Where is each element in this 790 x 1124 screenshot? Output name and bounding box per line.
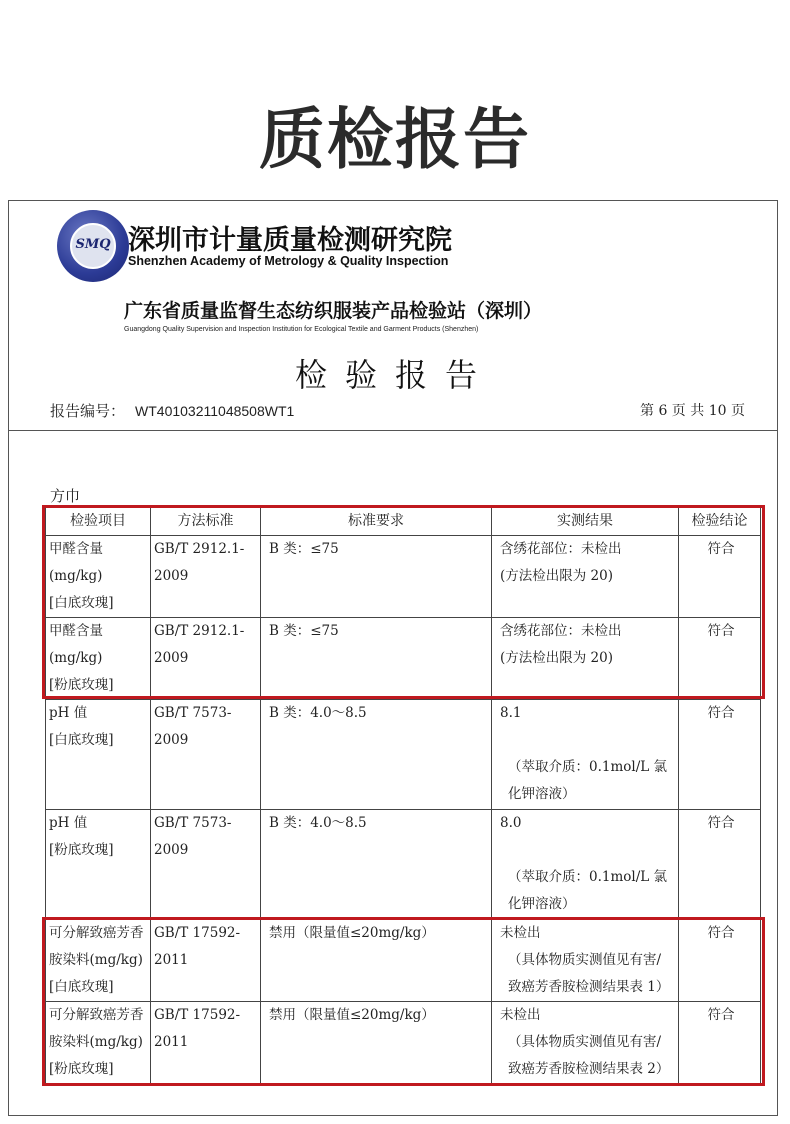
result-text: (方法检出限为 20) (500, 568, 614, 584)
result-note-text: （具体物质实测值见有害/ (508, 952, 662, 968)
cell-item (46, 1002, 151, 1084)
result-text: 未检出 (500, 1007, 541, 1023)
requirement-text: B 类：≤75 (269, 541, 339, 557)
cell-item (46, 700, 151, 810)
method-text: 2009 (154, 650, 189, 666)
result-note-text: 致癌芳香胺检测结果表 2） (508, 1061, 670, 1077)
cell-verdict (679, 700, 761, 810)
method-text: 2009 (154, 568, 189, 584)
item-text: [白底玫瑰] (49, 595, 114, 611)
report-number-label: 报告编号： (50, 402, 126, 420)
cell-requirement (261, 810, 492, 920)
header-verdict: 检验结论 (679, 508, 761, 536)
result-note-text: （萃取介质：0.1mol/L 氯 (508, 759, 668, 775)
cell-method (151, 1002, 261, 1084)
method-text: 2011 (154, 1034, 189, 1050)
item-text: [白底玫瑰] (49, 979, 114, 995)
method-text: GB/T 17592- (154, 1007, 241, 1023)
table-row (46, 700, 761, 810)
cell-verdict (679, 920, 761, 1002)
item-text: [粉底玫瑰] (49, 677, 114, 693)
method-text: GB/T 7573- (154, 815, 232, 831)
result-text: 未检出 (500, 925, 541, 941)
report-number (50, 400, 294, 421)
result-gap (500, 837, 678, 864)
report-heading: 检验报告 (294, 356, 495, 394)
result-note-text: 化钾溶液） (508, 786, 576, 802)
cell-method (151, 920, 261, 1002)
result-note-text: 致癌芳香胺检测结果表 1） (508, 979, 670, 995)
verdict-text: 符合 (707, 925, 735, 941)
table-row (46, 618, 761, 700)
cell-result (492, 536, 679, 618)
verdict-text: 符合 (707, 623, 735, 639)
page-title: 质检报告 (259, 101, 531, 178)
header-result: 实测结果 (492, 508, 679, 536)
cell-requirement (261, 536, 492, 618)
verdict-text: 符合 (707, 1007, 735, 1023)
method-text: GB/T 17592- (154, 925, 241, 941)
method-text: 2011 (154, 952, 189, 968)
institute-name-cn: 深圳市计量质量检测研究院 (128, 225, 452, 256)
institute-name-en: Shenzhen Academy of Metrology & Quality Inspection (128, 254, 449, 268)
method-text: GB/T 2912.1- (154, 541, 245, 557)
table-row (46, 1002, 761, 1084)
requirement-text: 禁用（限量值≤20mg/kg） (269, 925, 435, 941)
cell-requirement (261, 1002, 492, 1084)
cell-result (492, 700, 679, 810)
result-gap (500, 727, 678, 754)
method-text: GB/T 2912.1- (154, 623, 245, 639)
item-text: 胺染料(mg/kg) (49, 1034, 143, 1050)
result-note-text: （萃取介质：0.1mol/L 氯 (508, 869, 668, 885)
verdict-text: 符合 (707, 541, 735, 557)
item-text: 可分解致癌芳香 (49, 1007, 144, 1023)
result-text: 含绣花部位：未检出 (500, 623, 622, 639)
page-info: 第 6 页 共 10 页 (640, 403, 745, 419)
result-text: 8.1 (500, 705, 522, 721)
results-table (45, 507, 761, 1084)
table-header-row (46, 508, 761, 536)
requirement-text: B 类：4.0～8.5 (269, 815, 367, 831)
cell-requirement (261, 618, 492, 700)
item-text: [粉底玫瑰] (49, 842, 114, 858)
station-name-cn: 广东省质量监督生态纺织服装产品检验站（深圳） (124, 300, 543, 322)
item-text: pH 值 (49, 705, 88, 721)
cell-verdict (679, 1002, 761, 1084)
item-text: [粉底玫瑰] (49, 1061, 114, 1077)
cell-result (492, 810, 679, 920)
cell-method (151, 618, 261, 700)
cell-result (492, 1002, 679, 1084)
item-text: (mg/kg) (49, 568, 103, 584)
cell-requirement (261, 920, 492, 1002)
cell-verdict (679, 810, 761, 920)
seal-logo-text: SMQ (75, 237, 111, 252)
institute-seal-logo (57, 210, 129, 282)
result-note-text: （具体物质实测值见有害/ (508, 1034, 662, 1050)
item-text: (mg/kg) (49, 650, 103, 666)
cell-item (46, 536, 151, 618)
cell-verdict (679, 536, 761, 618)
header-method: 方法标准 (151, 508, 261, 536)
item-text: 可分解致癌芳香 (49, 925, 144, 941)
item-text: pH 值 (49, 815, 88, 831)
requirement-text: B 类：4.0～8.5 (269, 705, 367, 721)
results-body (46, 536, 761, 1084)
result-text: 8.0 (500, 815, 522, 831)
table-row (46, 536, 761, 618)
table-row (46, 810, 761, 920)
item-text: [白底玫瑰] (49, 732, 114, 748)
report-number-value: WT40103211048508WT1 (135, 403, 295, 419)
item-text: 甲醛含量 (49, 541, 103, 557)
cell-method (151, 700, 261, 810)
method-text: 2009 (154, 842, 189, 858)
header-divider (8, 430, 778, 431)
item-text: 甲醛含量 (49, 623, 103, 639)
method-text: 2009 (154, 732, 189, 748)
verdict-text: 符合 (707, 705, 735, 721)
requirement-text: B 类：≤75 (269, 623, 339, 639)
cell-item (46, 618, 151, 700)
cell-item (46, 810, 151, 920)
station-name-en: Guangdong Quality Supervision and Inspection Institution for Ecological Textile and Garment Products (Shenzhen) (124, 326, 479, 333)
cell-method (151, 810, 261, 920)
result-text: (方法检出限为 20) (500, 650, 614, 666)
result-note-text: 化钾溶液） (508, 896, 576, 912)
header-item: 检验项目 (46, 508, 151, 536)
cell-item (46, 920, 151, 1002)
cell-method (151, 536, 261, 618)
method-text: GB/T 7573- (154, 705, 232, 721)
table-row (46, 920, 761, 1002)
requirement-text: 禁用（限量值≤20mg/kg） (269, 1007, 435, 1023)
cell-requirement (261, 700, 492, 810)
item-text: 胺染料(mg/kg) (49, 952, 143, 968)
cell-result (492, 920, 679, 1002)
verdict-text: 符合 (707, 815, 735, 831)
cell-verdict (679, 618, 761, 700)
section-label: 方巾 (50, 487, 81, 505)
cell-result (492, 618, 679, 700)
result-text: 含绣花部位：未检出 (500, 541, 622, 557)
header-requirement: 标准要求 (261, 508, 492, 536)
